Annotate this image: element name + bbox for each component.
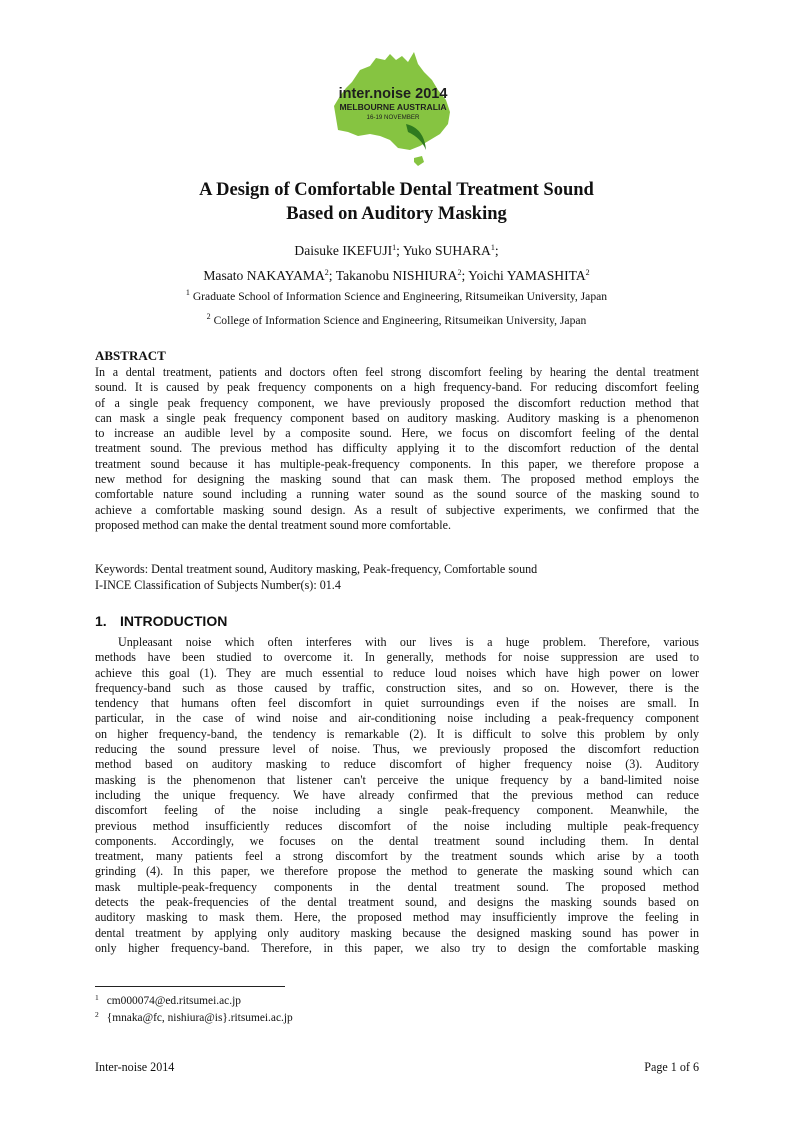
author-name: Yoichi YAMASHITA (468, 268, 586, 283)
text-line: discomfort feeling of the noise including a single peak-frequency component. Meanwhile, the (95, 803, 699, 818)
section-heading (95, 613, 227, 630)
affiliation (0, 314, 793, 328)
text-line: to increase an audible level by a composite sound. Here, we focus on discomfort feeling of the dental (95, 426, 699, 441)
text-line: treatment sound. The previous method has difficulty applying it to the discomfort reduction of the dental (95, 441, 699, 456)
text-line: sound. It is caused by peak frequency components on a high frequency-band. For reducing discomfort feeling (95, 380, 699, 395)
text-line: achieve a comfortable masking sound design. As a result of subjective experiments, we confirmed that the (95, 502, 699, 517)
logo-line1: inter.noise 2014 (338, 86, 448, 102)
text-line: mask multiple-peak-frequency components in the dental treatment sound. The proposed method (95, 879, 699, 894)
text-line: masking is the phenomenon that listener can't perceive the unique frequency by a band-limited noise (95, 772, 699, 787)
author-affiliation-mark: 1 (490, 243, 495, 252)
title-line: A Design of Comfortable Dental Treatment Sound (199, 180, 594, 200)
text-line: dental treatment by applying only auditory masking because the designed masking sound has power in (95, 925, 699, 940)
text-line: detects the peak-frequencies of the dental treatment sound, and designs the masking sounds based on (95, 895, 699, 910)
abstract-heading: ABSTRACT (95, 348, 166, 363)
text-line: frequency-band such as those caused by traffic, construction sites, and so on. However, there is the (95, 680, 699, 695)
abstract-body (95, 365, 699, 533)
author-name: Daisuke IKEFUJI (294, 243, 393, 258)
text-line: reducing the sound pressure level of noise. Thus, we previously proposed the discomfort reduction (95, 742, 699, 757)
text-line: including the unique frequency. We have already confirmed that the previous method can reduce (95, 787, 699, 802)
text-line: new method for designing the masking sound that can mask them. The proposed method employs the (95, 472, 699, 487)
classification: I-INCE Classification of Subjects Number(s): 01.4 (95, 578, 341, 592)
text-line: method based on auditory masking to reduce discomfort of higher frequency noise (3). Auditory (95, 757, 699, 772)
author-name: Takanobu NISHIURA (335, 268, 458, 283)
logo-line2: MELBOURNE AUSTRALIA (339, 102, 447, 112)
author-line (0, 238, 793, 263)
text-line: comfortable nature sound including a running water sound as the sound source of the masking sound to (95, 487, 699, 502)
text-line: treatment sound because it has multiple-peak-frequency components. In this paper, we therefore propose a (95, 456, 699, 471)
footnote-mark: 1 (95, 993, 99, 1002)
author-affiliation-mark: 2 (324, 268, 329, 277)
footer-conference: Inter-noise 2014 (95, 1060, 175, 1074)
conference-logo (330, 50, 456, 168)
introduction-body (95, 635, 699, 956)
author-affiliation-mark: 1 (392, 243, 397, 252)
section-number: 1. (95, 613, 107, 629)
paper-title (0, 178, 793, 226)
footnote-email: cm000074@ed.ritsumei.ac.jp (106, 995, 241, 1007)
text-line: particular, in the case of wind noise and air-conditioning noise including a peak-frequency component (95, 711, 699, 726)
tasmania-shape (414, 156, 424, 166)
author-list (0, 238, 793, 288)
author-line (0, 263, 793, 288)
text-line: only higher frequency-band. Therefore, in this paper, we also try to design the comfortable masking (95, 940, 699, 955)
footnote (95, 1011, 293, 1025)
keywords: Keywords: Dental treatment sound, Auditory masking, Peak-frequency, Comfortable sound (95, 562, 538, 576)
footnote-email: {mnaka@fc, nishiura@is}.ritsumei.ac.jp (106, 1012, 293, 1024)
text-line: proposed method can make the dental treatment sound more comfortable. (95, 517, 451, 532)
text-line: can mask a single peak frequency component based on auditory masking. Auditory masking is a phenomenon (95, 410, 699, 425)
text-line: grinding (4). In this paper, we therefore propose the method to generate the masking sound which can (95, 864, 699, 879)
author-separator: ; (461, 268, 469, 283)
footer-page-number: Page 1 of 6 (644, 1060, 699, 1074)
footnote-divider (95, 986, 285, 987)
text-line: Unpleasant noise which often interferes with our lives is a huge problem. Therefore, various (118, 635, 699, 649)
author-separator: ; (328, 268, 336, 283)
logo-line3: 16-19 NOVEMBER (366, 114, 420, 121)
text-line: achieve this goal (1). They are much essential to reduce loud noises which have high power on lower (95, 665, 699, 680)
author-separator: ; (396, 243, 403, 258)
affiliation-text: College of Information Science and Engineering, Ritsumeikan University, Japan (213, 314, 587, 327)
text-line: on higher frequency-band, the tendency is remarkable (2). It is difficult to solve this problem by only (95, 726, 699, 741)
title-line: Based on Auditory Masking (286, 204, 507, 224)
footnote-mark: 2 (95, 1010, 99, 1019)
footnote (95, 994, 241, 1008)
affiliation (0, 290, 793, 304)
text-line: auditory masking to mask them. Here, the proposed method may insufficiently improve the feeling in (95, 910, 699, 925)
text-line: of a single peak frequency component, we have previously proposed the discomfort reduction method that (95, 395, 699, 410)
author-affiliation-mark: 2 (585, 268, 590, 277)
affiliation-text: Graduate School of Information Science and Engineering, Ritsumeikan University, Japan (192, 290, 608, 303)
author-name: Yuko SUHARA (402, 243, 491, 258)
text-line: methods have been studied to overcome it. In generally, methods for noise suppression are used to (95, 650, 699, 665)
text-line: treatment, many patients feel a strong discomfort by the treatment sounds which arise by a tooth (95, 849, 699, 864)
author-name: Masato NAKAYAMA (203, 268, 325, 283)
author-separator: ; (494, 243, 499, 258)
text-line: tendency that humans often feel discomfort in quiet surroundings even if the noises are small. In (95, 696, 699, 711)
text-line: previous method insufficiently reduces discomfort of the noise including multiple peak-frequency (95, 818, 699, 833)
text-line: components. Accordingly, we focuses on the dental treatment sound including them. In dental (95, 833, 699, 848)
affiliation-mark: 1 (185, 288, 190, 297)
author-affiliation-mark: 2 (457, 268, 462, 277)
affiliation-mark: 2 (206, 312, 211, 321)
text-line: In a dental treatment, patients and doctors often feel strong discomfort feeling by hearing the dental treatment (95, 365, 699, 379)
section-title: INTRODUCTION (120, 613, 228, 629)
